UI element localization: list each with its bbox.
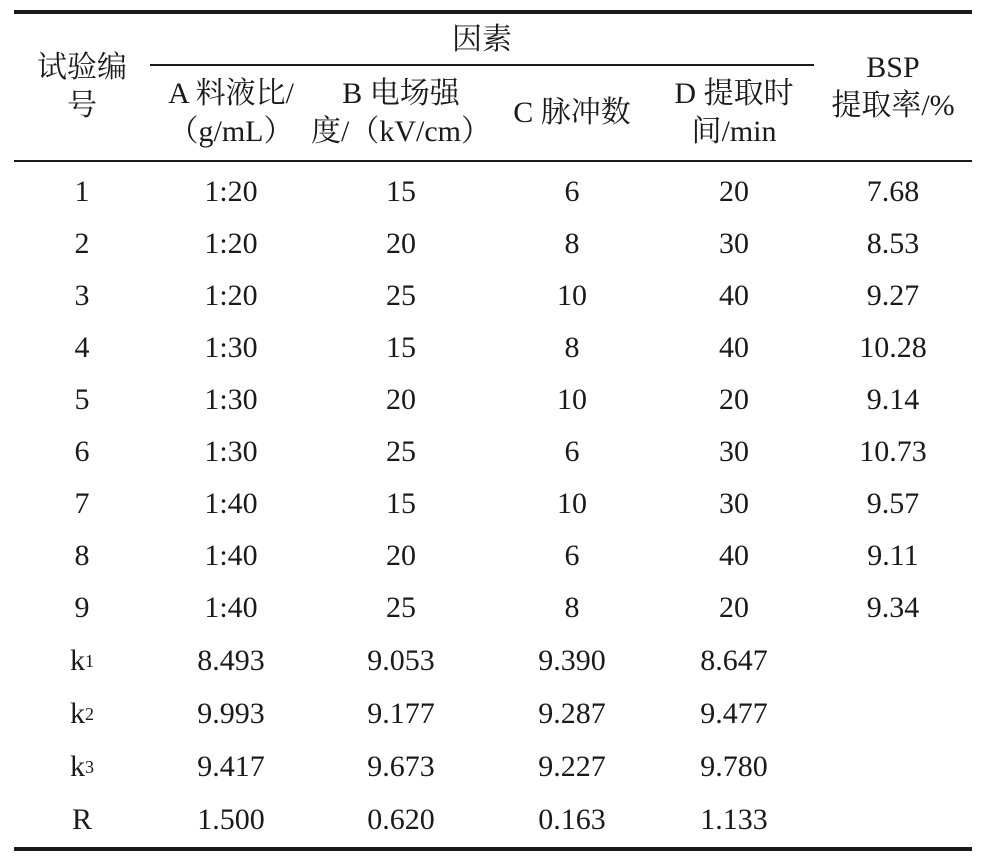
factor-b-value: 25: [386, 435, 416, 468]
factor-c-value: 6: [564, 435, 580, 468]
factor-c-value: 0.163: [538, 802, 606, 836]
header-bsp-yield-line2: 提取率/%: [831, 89, 955, 122]
factor-b-value: 9.673: [367, 749, 435, 783]
bottom-rule: [14, 847, 972, 851]
bsp-yield-value: 9.14: [866, 383, 920, 416]
factor-c-value: 10: [557, 279, 587, 312]
factor-b-value: 15: [386, 175, 416, 208]
trial-no: 2: [74, 227, 90, 260]
factor-a-value: 1:30: [204, 331, 258, 364]
factor-a-value: 1:20: [204, 227, 258, 260]
factor-d-value: 8.647: [700, 643, 768, 677]
factor-a-value: 1.500: [197, 802, 265, 836]
factor-a-value: 9.417: [197, 749, 265, 783]
factor-d-value: 1.133: [700, 802, 768, 836]
factor-b-value: 15: [386, 331, 416, 364]
factor-d-value: 30: [719, 227, 749, 260]
factor-b-value: 20: [386, 539, 416, 572]
factor-c-value: 6: [564, 175, 580, 208]
header-bsp-yield: [814, 14, 972, 160]
stat-label-main: k: [70, 749, 85, 783]
trial-no: 6: [74, 435, 90, 468]
factor-d-value: 20: [719, 591, 749, 624]
bsp-yield-value: 9.57: [866, 487, 920, 520]
bsp-yield-value: 8.53: [866, 227, 920, 260]
factor-a-value: 9.993: [197, 696, 265, 730]
factor-c-value: 8: [564, 331, 580, 364]
stat-label-sub: 3: [85, 756, 94, 777]
factor-b-value: 15: [386, 487, 416, 520]
header-factor-d: [654, 66, 814, 160]
stat-label-main: k: [70, 643, 85, 677]
factor-d-value: 9.780: [700, 749, 768, 783]
header-factors: 因素: [452, 23, 512, 56]
factor-c-value: 9.390: [538, 643, 606, 677]
stat-label-sub: 2: [85, 703, 94, 724]
factor-c-value: 10: [557, 487, 587, 520]
trial-no: 9: [74, 591, 90, 624]
factor-b-value: 9.177: [367, 696, 435, 730]
header-factor-a-line2: （g/mL）: [168, 115, 294, 148]
factor-b-value: 20: [386, 227, 416, 260]
stat-label: [14, 793, 150, 846]
header-factor-c: C 脉冲数: [513, 96, 631, 129]
header-factor-a-line1: A 料液比/: [168, 77, 294, 110]
factor-a-value: 1:20: [204, 175, 258, 208]
stat-label: [14, 634, 150, 687]
factor-a-value: 8.493: [197, 643, 265, 677]
stat-label: [14, 740, 150, 793]
factor-c-value: 8: [564, 227, 580, 260]
stat-label-main: R: [71, 802, 92, 836]
factor-d-value: 40: [719, 279, 749, 312]
factor-d-value: 40: [719, 539, 749, 572]
trial-no: 8: [74, 539, 90, 572]
stat-label: [14, 687, 150, 740]
factor-d-value: 40: [719, 331, 749, 364]
factor-d-value: 9.477: [700, 696, 768, 730]
factor-c-value: 9.227: [538, 749, 606, 783]
bsp-yield-value: 10.28: [859, 331, 927, 364]
factor-a-value: 1:30: [204, 383, 258, 416]
orthogonal-test-table: [14, 10, 972, 852]
trial-no: 3: [74, 279, 90, 312]
trial-no: 5: [74, 383, 90, 416]
header-factor-b: [312, 66, 490, 160]
trial-no: 4: [74, 331, 90, 364]
header-bsp-yield-line1: BSP: [866, 51, 920, 84]
bsp-yield-value: 9.27: [866, 279, 920, 312]
header-factor-d-line2: 间/min: [691, 115, 777, 148]
factor-b-value: 0.620: [367, 802, 435, 836]
factor-b-value: 9.053: [367, 643, 435, 677]
header-factor-b-line1: B 电场强: [342, 77, 460, 110]
factor-c-value: 10: [557, 383, 587, 416]
header-factor-d-line1: D 提取时: [674, 77, 794, 110]
trial-no: 1: [74, 175, 90, 208]
bsp-yield-value: 10.73: [859, 435, 927, 468]
bsp-yield-value: 9.11: [867, 539, 919, 572]
factor-d-value: 20: [719, 383, 749, 416]
factor-a-value: 1:40: [204, 487, 258, 520]
factor-d-value: 30: [719, 487, 749, 520]
header-trial-no-line2: 号: [67, 89, 97, 122]
factor-a-value: 1:40: [204, 591, 258, 624]
factor-b-value: 25: [386, 591, 416, 624]
bsp-yield-value: 7.68: [866, 175, 920, 208]
header-factor-b-line2: 度/（kV/cm）: [311, 115, 491, 148]
factor-c-value: 6: [564, 539, 580, 572]
trial-no: 7: [74, 487, 90, 520]
factor-a-value: 1:30: [204, 435, 258, 468]
factor-d-value: 30: [719, 435, 749, 468]
header-bottom-rule: [14, 160, 972, 162]
factor-b-value: 25: [386, 279, 416, 312]
header-trial-no-line1: 试验编: [37, 51, 127, 84]
header-factor-a: [150, 66, 312, 160]
factor-a-value: 1:40: [204, 539, 258, 572]
stat-label-sub: 1: [85, 650, 94, 671]
header-trial-no: [14, 14, 150, 160]
factor-d-value: 20: [719, 175, 749, 208]
stat-label-main: k: [70, 696, 85, 730]
factor-a-value: 1:20: [204, 279, 258, 312]
factor-c-value: 8: [564, 591, 580, 624]
factor-b-value: 20: [386, 383, 416, 416]
factor-c-value: 9.287: [538, 696, 606, 730]
bsp-yield-value: 9.34: [866, 591, 920, 624]
